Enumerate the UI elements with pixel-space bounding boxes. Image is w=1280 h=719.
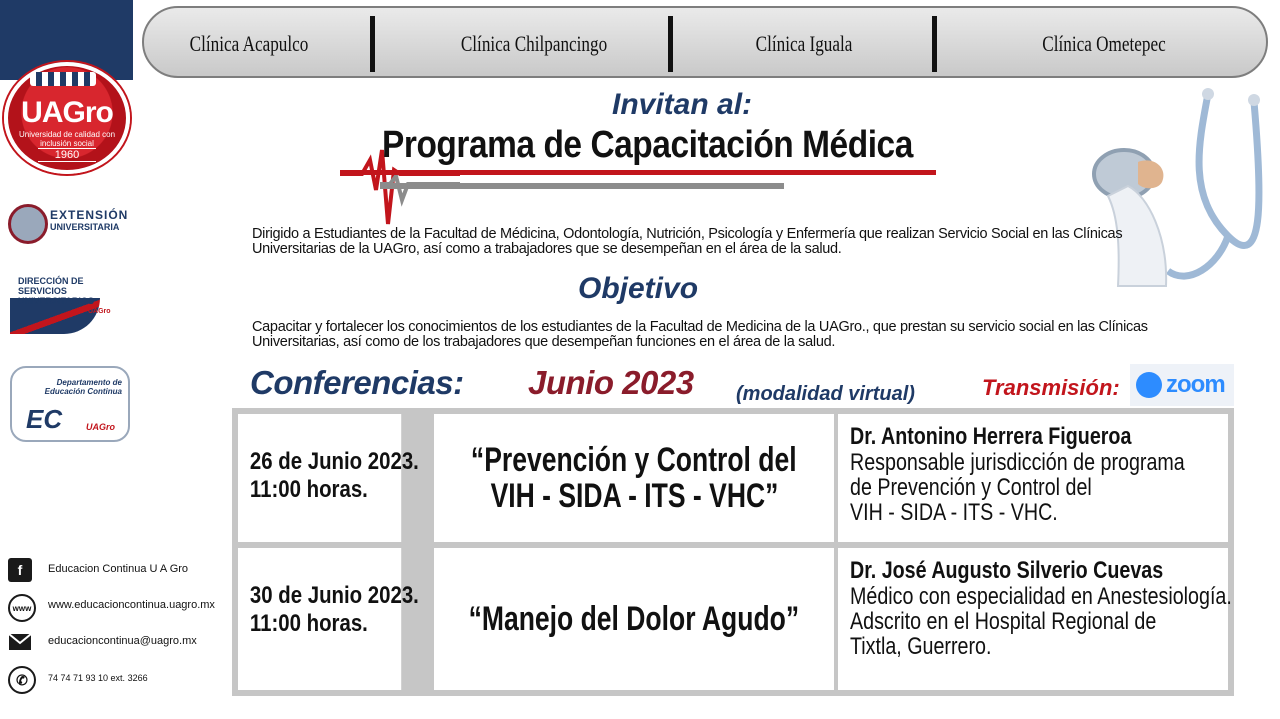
zoom-logo[interactable]: [1130, 364, 1234, 406]
clinic-ometepec[interactable]: Clínica Ometepec: [1042, 31, 1166, 56]
session-speaker-cell: [838, 414, 1228, 542]
uagro-name: UAGro: [21, 96, 113, 129]
invitan-heading: Invitan al:: [612, 88, 753, 121]
month-heading: Junio 2023: [528, 364, 694, 401]
dec-mark: EC: [26, 404, 63, 434]
uagro-motto: Universidad de calidad con inclusión social: [18, 130, 116, 148]
clinic-nav-bar: [142, 6, 1268, 78]
seal-icon: [8, 204, 48, 244]
dec-suffix: UAGro: [86, 422, 115, 432]
conferencias-heading: Conferencias:: [250, 364, 464, 401]
session-time: 11:00 horas.: [249, 610, 368, 637]
nav-divider: [668, 16, 673, 72]
contact-phone[interactable]: [8, 666, 228, 690]
clinic-iguala[interactable]: Clínica Iguala: [755, 31, 853, 56]
program-title: Programa de Capacitación Médica: [382, 124, 913, 166]
clinic-acapulco[interactable]: Clínica Acapulco: [189, 31, 309, 56]
nav-divider: [932, 16, 937, 72]
transmision-label: Transmisión:: [982, 375, 1120, 400]
extension-line2: UNIVERSITARIA: [50, 222, 120, 232]
speaker-desc: Tixtla, Guerrero.: [850, 633, 992, 660]
facebook-text: Educacion Continua U A Gro: [48, 563, 189, 575]
session-date-cell: [238, 414, 419, 542]
contact-facebook[interactable]: [8, 558, 228, 582]
speaker-desc: Adscrito en el Hospital Regional de: [850, 608, 1157, 635]
clinic-chilpancingo[interactable]: Clínica Chilpancingo: [460, 31, 608, 56]
session-topic-line: “Manejo del Dolor Agudo”: [468, 600, 800, 638]
dirigido-text: Dirigido a Estudiantes de la Facultad de Médicina, Odontología, Nutrición, Psicología y Enfermería que realizan Servicio Social en las Clínicas Universitarias de la UAGro, así como a trabajadores que se desempeñan en el área de la salud.: [252, 226, 1123, 257]
objetivo-text: Capacitar y fortalecer los conocimientos de los estudiantes de la Facultad de Medicina de la UAGro., que prestan su servicio social en las Clínicas Universitarias, así como de los trabajadores que desempeñan funciones en el área de la salud.: [252, 319, 1148, 350]
globe-icon: www: [8, 594, 36, 622]
dsu-text: DIRECCIÓN DE SERVICIOS UNIVERSITARIOS: [18, 276, 94, 306]
nav-divider: [370, 16, 375, 72]
objetivo-heading: Objetivo: [578, 272, 699, 305]
speaker-desc: de Prevención y Control del: [850, 474, 1092, 501]
gray-underline: [380, 183, 784, 189]
uagro-seal-logo: [4, 62, 130, 174]
speaker-desc: VIH - SIDA - ITS - VHC.: [850, 499, 1058, 526]
dsu-suffix: UAGro: [88, 308, 111, 315]
session-time: 11:00 horas.: [249, 476, 368, 503]
session-date: 26 de Junio 2023.: [249, 448, 419, 475]
session-date: 30 de Junio 2023.: [249, 582, 419, 609]
contact-web[interactable]: [8, 594, 228, 618]
extension-universitaria-logo: [6, 200, 129, 246]
session-topic-line: “Prevención y Control del: [471, 441, 797, 479]
speaker-name: Dr. Antonino Herrera Figueroa: [850, 423, 1132, 450]
contact-email[interactable]: [8, 630, 228, 654]
session-topic-cell: [434, 414, 834, 542]
session-speaker-cell: [838, 548, 1232, 690]
speaker-desc: Médico con especialidad en Anestesiología.: [850, 583, 1232, 610]
red-underline: [340, 170, 936, 175]
educacion-continua-logo: [10, 366, 130, 442]
email-text: educacioncontinua@uagro.mx: [48, 635, 197, 647]
web-text: www.educacioncontinua.uagro.mx: [48, 599, 215, 611]
session-date-cell: [238, 548, 419, 690]
conference-table: [232, 408, 1234, 696]
speaker-desc: Responsable jurisdicción de programa: [850, 449, 1185, 476]
mail-icon: [8, 630, 32, 654]
session-topic-cell: [434, 548, 834, 690]
zoom-camera-icon: [1136, 372, 1162, 398]
zoom-text: zoom: [1166, 371, 1225, 398]
stethoscope-icon: [1078, 86, 1268, 296]
session-topic-line: VIH - SIDA - ITS - VHC”: [490, 477, 778, 515]
direccion-servicios-logo: [10, 268, 130, 340]
facebook-icon: f: [8, 558, 32, 582]
speaker-name: Dr. José Augusto Silverio Cuevas: [850, 557, 1164, 584]
modalidad-text: (modalidad virtual): [736, 383, 915, 405]
flag-icon: [30, 72, 96, 86]
extension-line1: EXTENSIÓN: [50, 208, 129, 222]
phone-text: 74 74 71 93 10 ext. 3266: [48, 673, 148, 683]
uagro-year: 1960: [38, 148, 96, 162]
phone-icon: ✆: [8, 666, 36, 694]
dec-text: Departamento de Educación Continua: [44, 378, 122, 396]
